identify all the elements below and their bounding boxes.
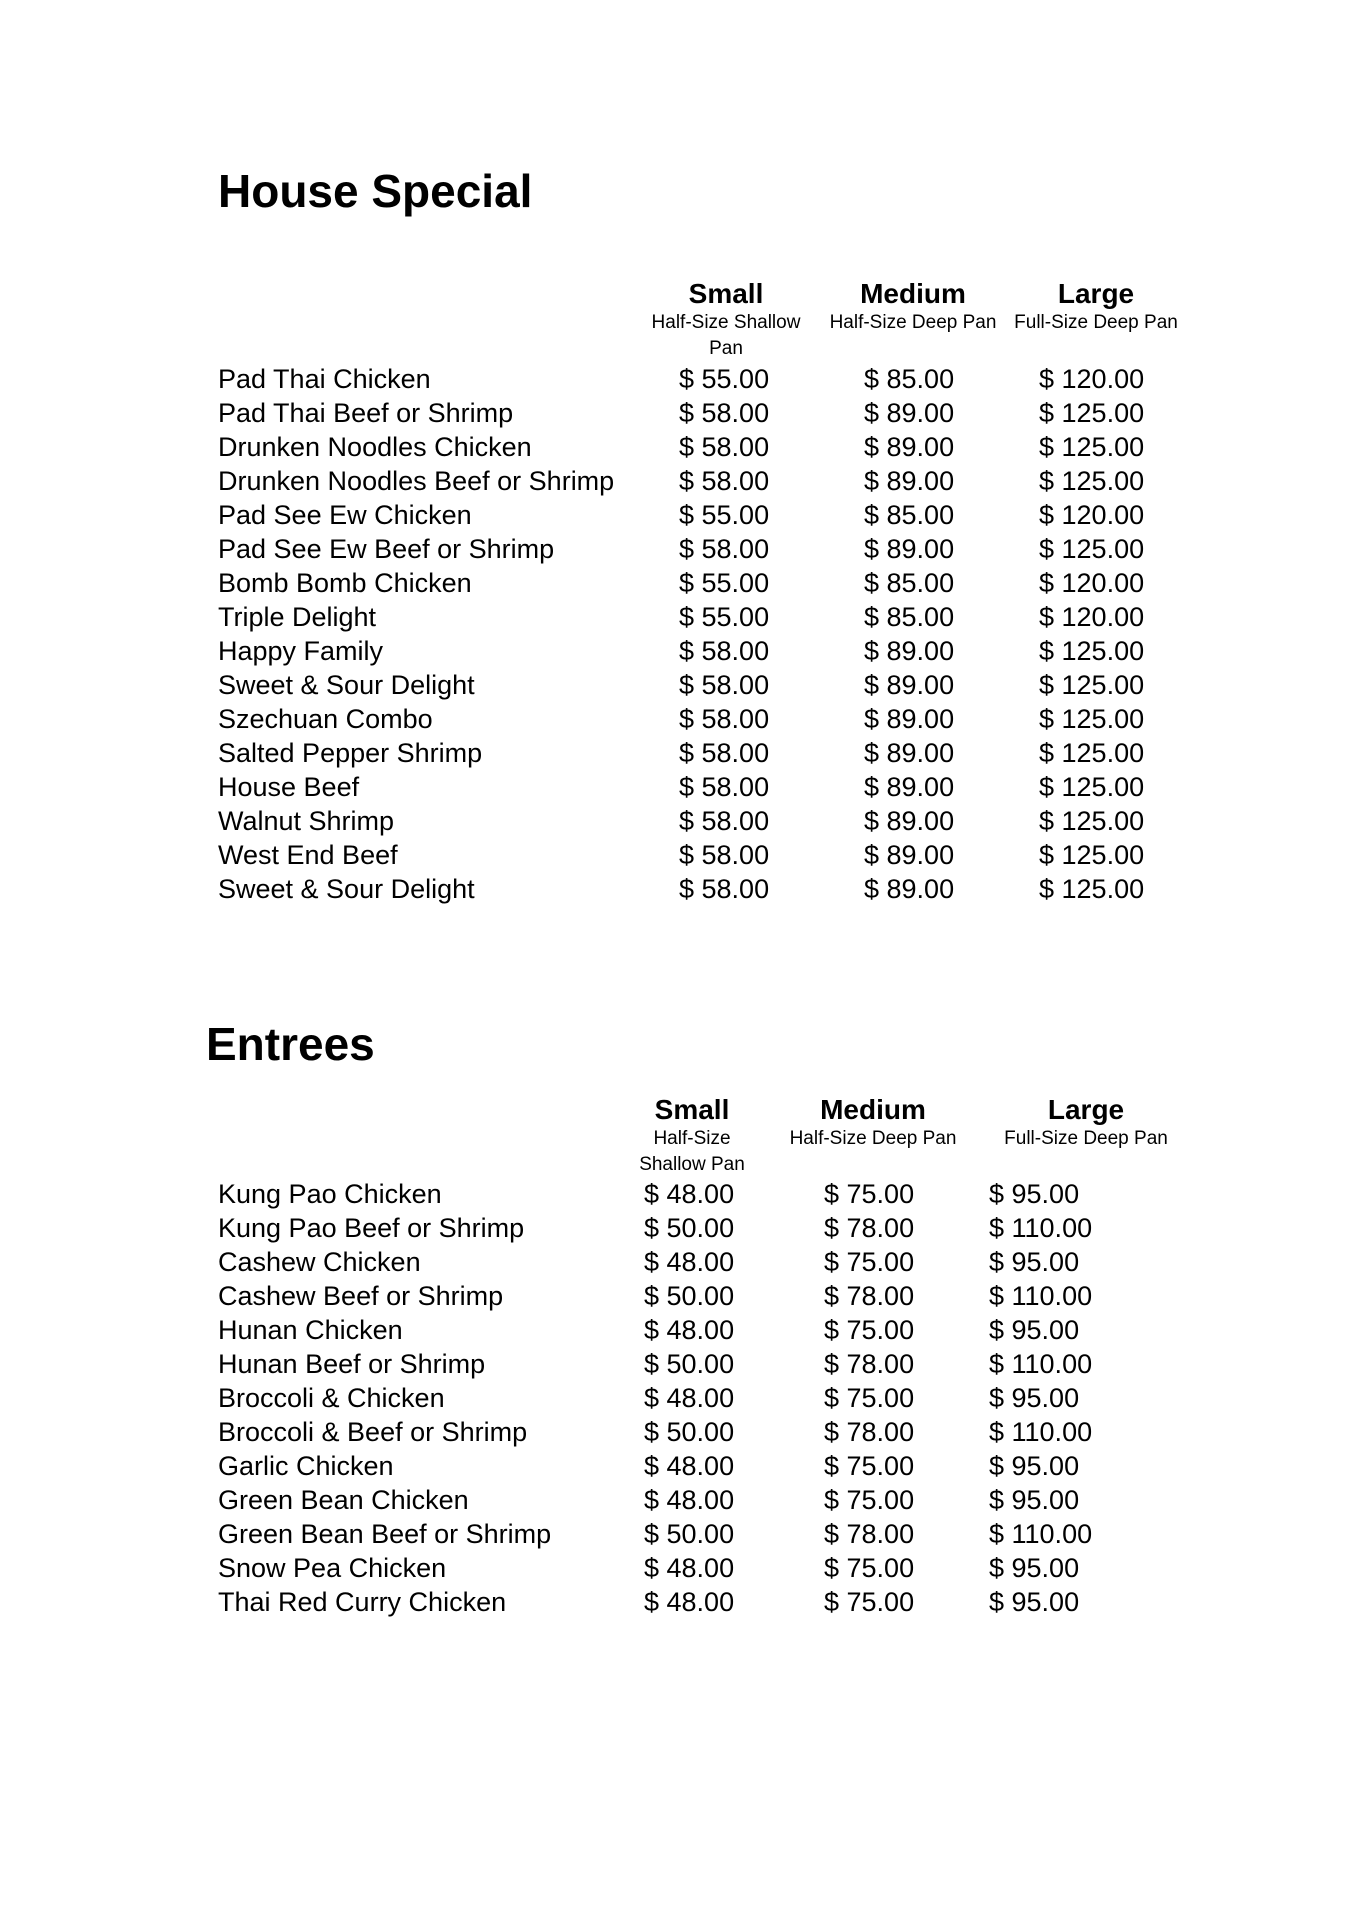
price-small: $ 55.00 bbox=[679, 602, 770, 632]
item-name: Szechuan Combo bbox=[218, 704, 433, 734]
column-desc: Half-Size Deep Pan bbox=[789, 1128, 957, 1149]
price-small: $ 58.00 bbox=[679, 534, 770, 564]
price-medium: $ 85.00 bbox=[864, 500, 955, 530]
price-large: $ 95.00 bbox=[989, 1451, 1080, 1481]
item-name: House Beef bbox=[218, 772, 360, 802]
price-medium: $ 75.00 bbox=[824, 1587, 915, 1617]
price-small: $ 48.00 bbox=[644, 1553, 735, 1583]
item-name: Sweet & Sour Delight bbox=[218, 670, 475, 700]
item-name: Green Bean Beef or Shrimp bbox=[218, 1519, 552, 1549]
price-medium: $ 75.00 bbox=[824, 1179, 915, 1209]
item-name: Hunan Beef or Shrimp bbox=[218, 1349, 486, 1379]
price-small: $ 50.00 bbox=[644, 1349, 735, 1379]
item-name: Kung Pao Beef or Shrimp bbox=[218, 1213, 525, 1243]
price-medium: $ 75.00 bbox=[824, 1315, 915, 1345]
price-small: $ 50.00 bbox=[644, 1281, 735, 1311]
column-name: Large bbox=[1057, 278, 1135, 309]
item-name: Kung Pao Chicken bbox=[218, 1179, 442, 1209]
price-small: $ 55.00 bbox=[679, 568, 770, 598]
price-large: $ 110.00 bbox=[989, 1349, 1093, 1379]
price-medium: $ 78.00 bbox=[824, 1417, 915, 1447]
price-small: $ 58.00 bbox=[679, 670, 770, 700]
column-desc: Half-Size Shallow Pan bbox=[639, 1128, 745, 1175]
price-large: $ 120.00 bbox=[1039, 364, 1145, 394]
price-large: $ 125.00 bbox=[1039, 534, 1145, 564]
price-small: $ 50.00 bbox=[644, 1213, 735, 1243]
house-special-title: House Special bbox=[218, 165, 533, 217]
column-name: Medium bbox=[860, 278, 966, 309]
price-small: $ 48.00 bbox=[644, 1315, 735, 1345]
price-small: $ 48.00 bbox=[644, 1383, 735, 1413]
price-small: $ 50.00 bbox=[644, 1417, 735, 1447]
price-small: $ 48.00 bbox=[644, 1451, 735, 1481]
item-name: Sweet & Sour Delight bbox=[218, 874, 475, 904]
price-small: $ 48.00 bbox=[644, 1247, 735, 1277]
price-medium: $ 89.00 bbox=[864, 534, 955, 564]
item-name: Broccoli & Chicken bbox=[218, 1383, 445, 1413]
price-medium: $ 75.00 bbox=[824, 1383, 915, 1413]
column-desc: Half-Size Deep Pan bbox=[829, 312, 997, 333]
price-small: $ 58.00 bbox=[679, 636, 770, 666]
entrees-col-medium bbox=[763, 1094, 983, 1152]
price-small: $ 58.00 bbox=[679, 432, 770, 462]
price-small: $ 58.00 bbox=[679, 806, 770, 836]
price-small: $ 48.00 bbox=[644, 1587, 735, 1617]
house-special-col-large bbox=[986, 278, 1206, 336]
price-medium: $ 89.00 bbox=[864, 466, 955, 496]
item-name: Pad Thai Chicken bbox=[218, 364, 431, 394]
item-name: Triple Delight bbox=[218, 602, 377, 632]
column-name: Large bbox=[1047, 1094, 1125, 1125]
price-medium: $ 85.00 bbox=[864, 364, 955, 394]
item-name: Happy Family bbox=[218, 636, 384, 666]
item-name: Pad See Ew Beef or Shrimp bbox=[218, 534, 555, 564]
price-large: $ 95.00 bbox=[989, 1247, 1080, 1277]
price-small: $ 55.00 bbox=[679, 500, 770, 530]
item-name: Garlic Chicken bbox=[218, 1451, 394, 1481]
price-large: $ 125.00 bbox=[1039, 670, 1145, 700]
price-large: $ 125.00 bbox=[1039, 874, 1145, 904]
price-medium: $ 89.00 bbox=[864, 432, 955, 462]
item-name: Drunken Noodles Beef or Shrimp bbox=[218, 466, 615, 496]
column-desc: Full-Size Deep Pan bbox=[1004, 1128, 1168, 1149]
item-name: Hunan Chicken bbox=[218, 1315, 403, 1345]
price-large: $ 120.00 bbox=[1039, 568, 1145, 598]
price-medium: $ 85.00 bbox=[864, 568, 955, 598]
entrees-col-large bbox=[976, 1094, 1196, 1152]
price-large: $ 95.00 bbox=[989, 1485, 1080, 1515]
price-small: $ 58.00 bbox=[679, 840, 770, 870]
price-medium: $ 89.00 bbox=[864, 772, 955, 802]
price-large: $ 110.00 bbox=[989, 1519, 1093, 1549]
price-large: $ 125.00 bbox=[1039, 738, 1145, 768]
price-medium: $ 89.00 bbox=[864, 670, 955, 700]
item-name: Bomb Bomb Chicken bbox=[218, 568, 472, 598]
column-name: Small bbox=[654, 1094, 730, 1125]
item-name: Walnut Shrimp bbox=[218, 806, 395, 836]
price-small: $ 58.00 bbox=[679, 738, 770, 768]
item-name: Green Bean Chicken bbox=[218, 1485, 469, 1515]
price-large: $ 125.00 bbox=[1039, 466, 1145, 496]
price-large: $ 95.00 bbox=[989, 1315, 1080, 1345]
price-medium: $ 85.00 bbox=[864, 602, 955, 632]
price-small: $ 58.00 bbox=[679, 704, 770, 734]
price-large: $ 110.00 bbox=[989, 1213, 1093, 1243]
item-name: Drunken Noodles Chicken bbox=[218, 432, 532, 462]
price-medium: $ 75.00 bbox=[824, 1485, 915, 1515]
column-desc: Half-Size Shallow Pan bbox=[651, 312, 801, 359]
price-medium: $ 75.00 bbox=[824, 1247, 915, 1277]
item-name: Cashew Beef or Shrimp bbox=[218, 1281, 504, 1311]
item-name: Snow Pea Chicken bbox=[218, 1553, 447, 1583]
price-small: $ 50.00 bbox=[644, 1519, 735, 1549]
price-medium: $ 78.00 bbox=[824, 1281, 915, 1311]
price-small: $ 48.00 bbox=[644, 1485, 735, 1515]
column-name: Small bbox=[688, 278, 764, 309]
item-name: West End Beef bbox=[218, 840, 398, 870]
item-name: Pad Thai Beef or Shrimp bbox=[218, 398, 514, 428]
price-large: $ 120.00 bbox=[1039, 500, 1145, 530]
price-large: $ 125.00 bbox=[1039, 636, 1145, 666]
item-name: Cashew Chicken bbox=[218, 1247, 421, 1277]
price-large: $ 95.00 bbox=[989, 1383, 1080, 1413]
item-name: Salted Pepper Shrimp bbox=[218, 738, 483, 768]
price-medium: $ 89.00 bbox=[864, 840, 955, 870]
price-large: $ 125.00 bbox=[1039, 398, 1145, 428]
price-large: $ 95.00 bbox=[989, 1553, 1080, 1583]
price-small: $ 58.00 bbox=[679, 772, 770, 802]
price-medium: $ 89.00 bbox=[864, 398, 955, 428]
entrees-title: Entrees bbox=[206, 1018, 375, 1070]
column-name: Medium bbox=[820, 1094, 926, 1125]
price-medium: $ 78.00 bbox=[824, 1349, 915, 1379]
price-medium: $ 75.00 bbox=[824, 1451, 915, 1481]
price-small: $ 55.00 bbox=[679, 364, 770, 394]
price-large: $ 125.00 bbox=[1039, 772, 1145, 802]
price-medium: $ 78.00 bbox=[824, 1213, 915, 1243]
item-name: Broccoli & Beef or Shrimp bbox=[218, 1417, 528, 1447]
price-large: $ 95.00 bbox=[989, 1179, 1080, 1209]
price-large: $ 125.00 bbox=[1039, 432, 1145, 462]
price-large: $ 95.00 bbox=[989, 1587, 1080, 1617]
price-medium: $ 89.00 bbox=[864, 738, 955, 768]
price-medium: $ 89.00 bbox=[864, 636, 955, 666]
price-large: $ 110.00 bbox=[989, 1417, 1093, 1447]
item-name: Thai Red Curry Chicken bbox=[218, 1587, 507, 1617]
price-medium: $ 89.00 bbox=[864, 874, 955, 904]
price-small: $ 58.00 bbox=[679, 874, 770, 904]
price-large: $ 120.00 bbox=[1039, 602, 1145, 632]
price-large: $ 110.00 bbox=[989, 1281, 1093, 1311]
price-medium: $ 89.00 bbox=[864, 704, 955, 734]
price-large: $ 125.00 bbox=[1039, 806, 1145, 836]
price-large: $ 125.00 bbox=[1039, 704, 1145, 734]
item-name: Pad See Ew Chicken bbox=[218, 500, 472, 530]
price-medium: $ 89.00 bbox=[864, 806, 955, 836]
price-medium: $ 78.00 bbox=[824, 1519, 915, 1549]
price-small: $ 58.00 bbox=[679, 466, 770, 496]
price-small: $ 58.00 bbox=[679, 398, 770, 428]
price-medium: $ 75.00 bbox=[824, 1553, 915, 1583]
price-large: $ 125.00 bbox=[1039, 840, 1145, 870]
price-small: $ 48.00 bbox=[644, 1179, 735, 1209]
column-desc: Full-Size Deep Pan bbox=[1014, 312, 1178, 333]
